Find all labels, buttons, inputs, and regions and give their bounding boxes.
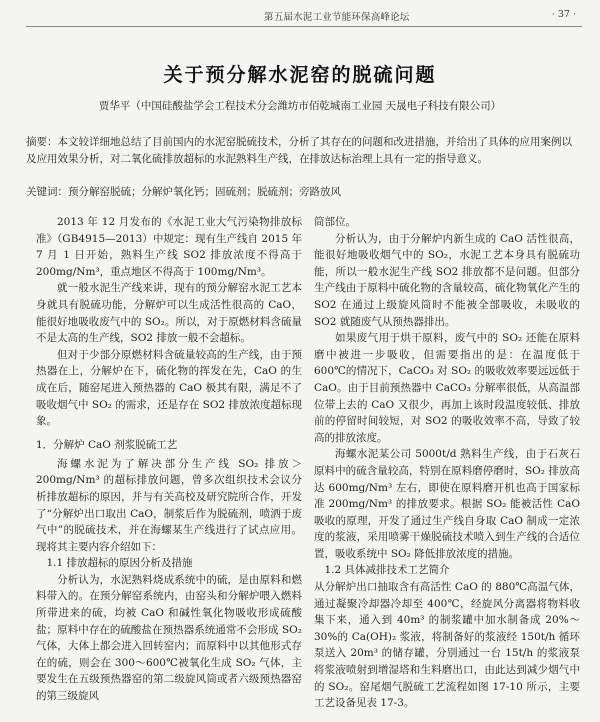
paragraph: 2013 年 12 月发布的《水泥工业大气污染物排放标准》（GB4915—2013）中规定：现有生产线自 2015 年 7 月 1 日开始，熟料生产线 SO2 排放浓度不得高于 200mg/Nm³，重点地区不得高于 100mg/Nm³。 xyxy=(36,216,302,278)
paragraph: 海螺水泥某公司 5000t/d 熟料生产线，由于石灰石原料中的硫含量较高，特别在原料磨停磨时，SO₂ 排放高达 600mg/Nm³ 左右，即使在原料磨开机也高于国家标准 200mg/Nm³ 的排放要求。根据 SO₂ 能被活性 CaO 吸收的原理，开发了通过生产线自身取 CaO 制成一定浓度的浆液，采用喷雾干燥脱硫技术喷入到生产线的合适位置，吸收系统中 SO₂ 降低排放浓度的措施。 xyxy=(314,448,580,560)
subsection-heading: 1.1 排放超标的原因分析及措施 xyxy=(46,557,193,570)
paragraph: 从分解炉出口抽取含有高活性 CaO 的 880℃高温气体，通过凝聚冷却器冷却至 400℃，经旋风分离器将物料收集下来，通入到 40m³ 的制浆罐中加水制备成 20%～30%的 Ca(OH)₂ 浆液，将制备好的浆液经 150t/h 循环泵送入 20m³ 的储存罐，分别通过一台 15t/h 的浆液泵将浆液喷射到增湿塔和生料磨出口，由此达到减少烟气中的 SO₂。窑尾烟气脱硫工艺流程如图 17-10 所示，主要工艺设备见表 17-3。 xyxy=(314,581,580,710)
page-number: · 37 · xyxy=(551,9,576,20)
paragraph: 海螺水泥为了解决部分生产线 SO₂ 排放＞200mg/Nm³ 的超标排放问题，曾多次组织技术会议分析排放超标的原因，并与有关高校及研究院所合作，开发了“分解炉出口取出 CaO，制浆后作为脱硫剂，喷洒于废气中”的脱硫技术，并在海螺某生产线进行了试点应用。现将其主要内容介绍如下： xyxy=(36,457,302,553)
left-column xyxy=(36,214,302,705)
running-header xyxy=(26,6,582,22)
paragraph: 但对于少部分原燃材料含硫量较高的生产线，由于预热器在上，分解炉在下，硫化物的挥发在先，CaO 的生成在后，随窑尾进入预热器的 CaO 极其有限，满足不了吸收烟气中 SO₂ 的需求，还是存在 SO2 排放浓度超标现象。 xyxy=(36,348,302,428)
paragraph: 如果废气用于烘干原料，废气中的 SO₂ 还能在原料磨中被进一步吸收，但需要指出的是：在温度低于 600℃的情况下，CaCO₃ 对 SO₂ 的吸收效率要远远低于 CaO。由于目前预热器中 CaCO₃ 分解率很低，从高温部位带上去的 CaO 又很少，再加上该时段温度较低、排放前的停留时间较短，对 SO2 的吸收效率不高，导致了较高的排放浓度。 xyxy=(314,332,580,444)
section-heading: 1．分解炉 CaO 剂浆脱硫工艺 xyxy=(36,438,178,451)
author-line: 贾华平（中国硅酸盐学会工程技术分会潍坊市佰乾城南工业园 天晟电子科技有限公司） xyxy=(98,100,502,112)
paragraph: 分析认为，由于分解炉内新生成的 CaO 活性很高，能很好地吸收烟气中的 SO₂，水泥工艺本身具有脱硫功能，所以一般水泥生产线 SO2 排放都不是问题。但部分生产线由于原料中硫化物的含量较高，硫化物氧化产生的 SO2 在通过上级旋风筒时不能被全部吸收，未吸收的 SO2 就随废气从预热器排出。 xyxy=(314,232,580,328)
abstract: 摘要：本文较详细地总结了目前国内的水泥窑脱硫技术，分析了其存在的问题和改进措施，并给出了具体的应用案例以及应用效果分析，对二氧化硫排放超标的水泥熟料生产线，在排放达标治理上具有一定的指导意义。 xyxy=(26,136,572,165)
paragraph: 筒部位。 xyxy=(314,216,356,228)
conference-name: 第五届水泥工业节能环保高峰论坛 xyxy=(264,12,410,23)
paragraph: 分析认为，水泥熟料烧成系统中的硫，是由原料和燃料带入的。在预分解窑系统内，由窑头和分解炉喂入燃料所带进来的硫，均被 CaO 和碱性氧化物吸收形成硫酸盐；原料中存在的硫酸盐在预热器系统通常不会形成 SO₂ 气体，大体上都会进入回转窑内；而原料中以其他形式存在的硫，则会在 300～600℃被氧化生成 SO₂ 气体，主要发生在五级预热器窑的第二级旋风筒或者六级预热器窑的第三级旋风 xyxy=(36,573,302,703)
article-title: 关于预分解水泥窑的脱硫问题 xyxy=(163,64,437,86)
keywords: 关键词：预分解窑脱硫；分解炉氧化钙；固硫剂；脱硫剂；旁路放风 xyxy=(26,186,341,198)
right-column xyxy=(314,214,580,712)
paragraph: 就一般水泥生产线来讲，现有的预分解窑水泥工艺本身就具有脱硫功能，分解炉可以生成活性很高的 CaO，能很好地吸收废气中的 SO₂。所以，对于原燃材料含硫量不是太高的生产线，SO2 排放一般不会超标。 xyxy=(36,282,302,345)
subsection-heading: 1.2 具体减排技术工艺简介 xyxy=(324,564,450,577)
header-rule xyxy=(26,26,582,27)
